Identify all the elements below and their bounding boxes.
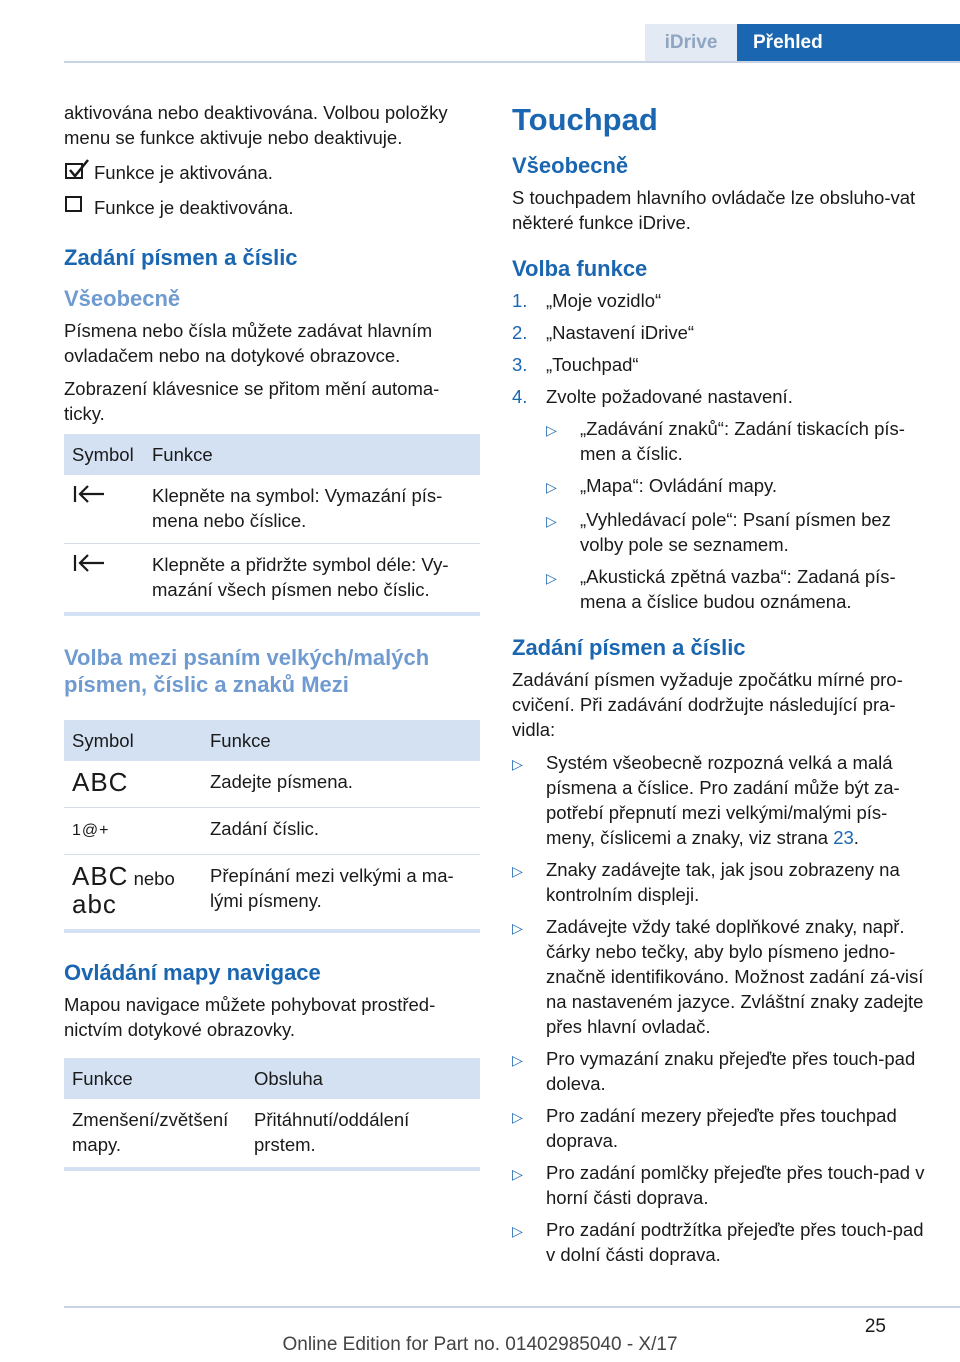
table-cell-function: Přepínání mezi velkými a ma‐lými písmeny. [202,855,480,932]
backspace-icon [64,544,144,615]
table-header-function: Funkce [144,434,480,475]
list-item: 4. Zvolte požadované nastavení. [512,386,793,407]
table-row [64,1099,480,1169]
table-header-symbol: Symbol [64,434,144,475]
header-divider [64,61,960,63]
table-cell-function: Zmenšení/zvětšení mapy. [64,1099,246,1169]
map-text: Mapou navigace můžete pohybovat prostřed‐nictvím dotykové obrazovky. [64,994,436,1040]
heading-select-function: Volba funkce [512,256,648,281]
or-label: nebo [133,868,175,889]
input-rules-list [512,750,928,1267]
list-item: ▷ Pro zadání podtržítka přejeďte přes touch‐pad v dolní části doprava. [512,1219,924,1265]
table-row [64,544,480,615]
heading-map-control: Ovládání mapy navigace [64,960,321,985]
list-item: ▷ „Zadávání znaků“: Zadání tiskacích pís‐men a číslic. [546,418,905,464]
uppercase-abc-icon: ABC [72,767,129,797]
table-cell-control: Přitáhnutí/oddálení prstem. [246,1099,480,1169]
table-header-function: Funkce [64,1058,246,1099]
bullet-arrow-icon: ▷ [546,479,557,495]
heading-general: Všeobecně [64,286,181,311]
state-activated-label: Funkce je aktivována. [94,161,273,183]
table-row [64,475,480,544]
map-control-table [64,1058,480,1171]
heading-case-switch: Volba mezi psaním velkých/malých písmen, číslic a znaků Mezi [64,645,430,697]
input-intro-text: Zadávání písmen vyžaduje zpočátku mírné pro‐cvičení. Při zadávání dodržujte následující pra‐vidla: [512,669,903,740]
list-item: 2. „Nastavení iDrive“ [512,322,695,343]
lowercase-abc-icon: abc [72,889,117,919]
footer-edition: Online Edition for Part no. 01402985040 - X/17 [282,1334,678,1355]
table-row [64,855,480,932]
state-activated [64,158,480,186]
empty-box-icon [64,194,94,220]
settings-sub-list [546,416,928,614]
table-cell-function: Zadání číslic. [202,808,480,855]
bullet-arrow-icon: ▷ [512,863,523,879]
list-item: ▷ Pro zadání mezery přejeďte přes touchpad doprava. [512,1105,897,1151]
list-item: ▷ „Mapa“: Ovládání mapy. [546,473,928,500]
heading-input-letters-right: Zadání písmen a číslic [512,635,746,660]
bullet-arrow-icon: ▷ [512,1052,523,1068]
table-row [64,808,480,855]
general-text-2: Zobrazení klávesnice se přitom mění automa‐ticky. [64,378,440,424]
intro-text: aktivována nebo deaktivována. Volbou položky menu se funkce aktivuje nebo deaktivuje. [64,102,448,148]
heading-touchpad: Touchpad [512,102,658,137]
footer-divider [64,1306,960,1308]
table-cell-function: Klepněte na symbol: Vymazání pís‐mena nebo číslice. [144,475,480,544]
list-item: ▷ Systém všeobecně rozpozná velká a malá písmena a číslice. Pro zadání může být za‐potřebí přepnutí mezi velkými/malými pís‐meny, číslicemi a znaky, viz strana 23. [512,752,900,848]
page-link-23[interactable]: 23 [833,827,854,848]
list-item: ▷ Znaky zadávejte tak, jak jsou zobrazeny na kontrolním displeji. [512,859,900,905]
bullet-arrow-icon: ▷ [512,1109,523,1125]
list-item: ▷ „Vyhledávací pole“: Psaní písmen bez volby pole se seznamem. [546,509,891,555]
list-item: ▷ „Akustická zpětná vazba“: Zadaná pís‐mena a číslice budou oznámena. [546,566,896,612]
uppercase-abc-icon: ABC [72,861,129,891]
header-tab-idrive: iDrive [645,24,737,61]
case-symbol-table [64,720,480,933]
backspace-icon [64,475,144,544]
touchpad-general-text: S touchpadem hlavního ovládače lze obsluho‐vat některé funkce iDrive. [512,187,916,233]
bullet-arrow-icon: ▷ [546,570,557,586]
bullet-arrow-icon: ▷ [546,422,557,438]
heading-general-right: Všeobecně [512,153,629,178]
delete-symbol-table [64,434,480,616]
state-deactivated-label: Funkce je deaktivována. [94,196,294,218]
steps-list [512,288,928,409]
bullet-arrow-icon: ▷ [512,1223,523,1239]
table-row [64,761,480,808]
state-deactivated [64,194,480,220]
list-item: ▷ Pro vymazání znaku přejeďte přes touch‐pad doleva. [512,1048,916,1094]
table-cell-function: Zadejte písmena. [202,761,480,808]
left-column [64,100,480,1171]
bullet-arrow-icon: ▷ [512,1166,523,1182]
checked-box-icon [64,158,94,186]
numbers-symbols-icon: 1@+ [72,822,110,839]
general-text-1: Písmena nebo čísla můžete zadávat hlavním ovladačem nebo na dotykové obrazovce. [64,320,433,366]
list-item: ▷ Pro zadání pomlčky přejeďte přes touch‐pad v horní části doprava. [512,1162,925,1208]
page-number: 25 [864,1316,886,1337]
header-tab-prehled: Přehled [737,24,960,61]
bullet-arrow-icon: ▷ [512,756,523,772]
list-item: ▷ Zadávejte vždy také doplňkové znaky, např. čárky nebo tečky, aby bylo písmeno jedno‐značně identifikováno. Možnost zadání zá‐visí na nastaveném jazyce. Zvláštní znaky zadejte přes hlavní ovladač. [512,916,924,1037]
table-cell-function: Klepněte a přidržte symbol déle: Vy‐mazání všech písmen nebo číslic. [144,544,480,615]
list-item: 3. „Touchpad“ [512,354,639,375]
table-header-symbol: Symbol [64,720,202,761]
table-header-control: Obsluha [246,1058,480,1099]
heading-input-letters: Zadání písmen a číslic [64,245,298,270]
table-header-function: Funkce [202,720,480,761]
right-column [512,100,928,1274]
bullet-arrow-icon: ▷ [546,513,557,529]
bullet-arrow-icon: ▷ [512,920,523,936]
list-item: 1. „Moje vozidlo“ [512,290,662,311]
